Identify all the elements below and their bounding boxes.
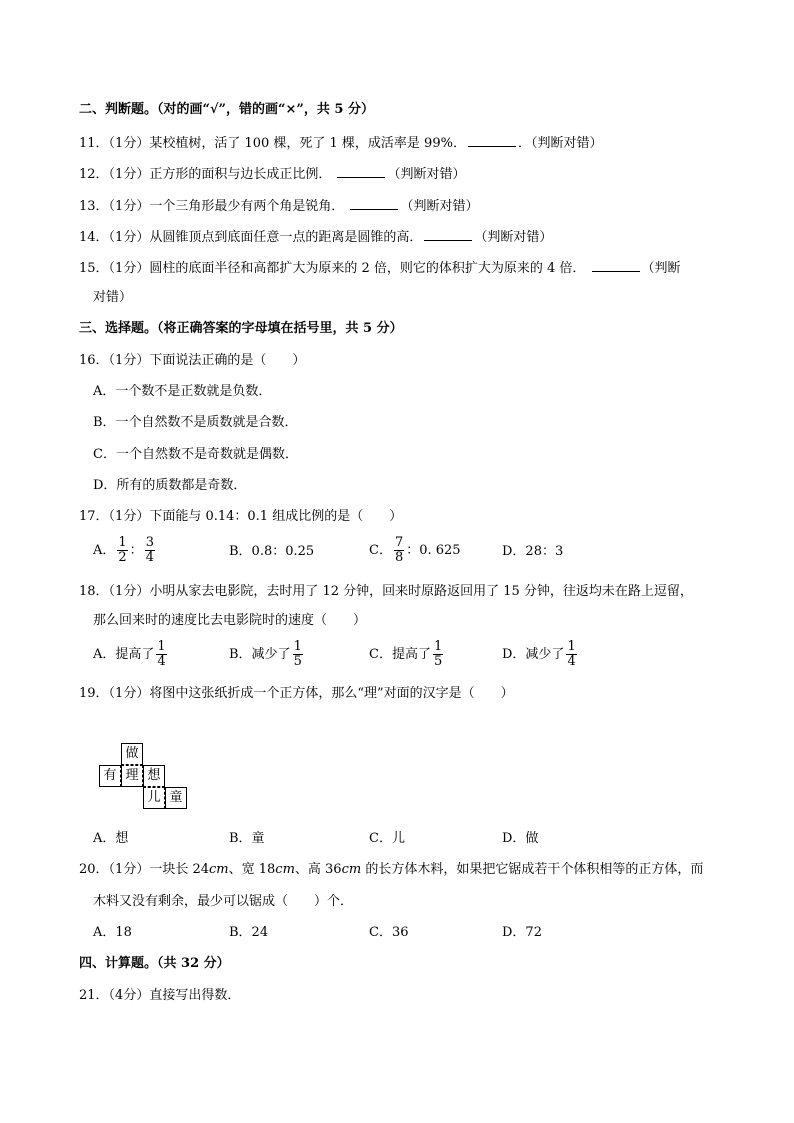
question-15	[79, 258, 681, 278]
unit-cm: cm	[341, 862, 362, 877]
question-19-option-d[interactable]: D．做	[502, 831, 539, 846]
question-17-option-c[interactable]	[369, 536, 461, 565]
question-18-option-b[interactable]	[229, 640, 305, 669]
question-17-option-a[interactable]	[93, 536, 157, 565]
fraction	[394, 536, 404, 565]
option-label: C．提高了	[369, 647, 431, 662]
question-17-option-d[interactable]: D．28：3	[502, 544, 564, 559]
question-18: 18．（1分）小明从家去电影院，去时用了 12 分钟，回来时原路返回用了 15 分钟，往返均未在路上逗留，	[79, 584, 693, 599]
option-label: C．	[369, 543, 392, 558]
option-label: A．	[93, 543, 116, 558]
numerator: 1	[567, 639, 576, 654]
net-cell-top: 做	[121, 743, 143, 765]
unit-cm: cm	[209, 862, 229, 877]
question-20-option-a[interactable]: A．18	[93, 925, 132, 940]
question-11-suffix: ．（判断对错）	[517, 136, 603, 151]
question-15-text: 15．（1分）圆柱的底面半径和高都扩大为原来的 2 倍，则它的体积扩大为原来的 4 倍．	[79, 261, 586, 276]
section-title-choice: 三、选择题。（将正确答案的字母填在括号里，共 5 分）	[79, 321, 403, 336]
question-20-part1: 20．（1分）一块长 24	[79, 862, 209, 877]
fraction	[117, 536, 127, 565]
section-title-judgement: 二、判断题。（对的画“√”，错的画“×”，共 5 分）	[79, 102, 374, 117]
answer-blank-13[interactable]	[350, 196, 398, 210]
answer-blank-15[interactable]	[592, 258, 640, 272]
question-18-option-c[interactable]	[369, 640, 445, 669]
fraction	[566, 640, 576, 669]
question-11-text: 11．（1分）某校植树，活了 100 棵，死了 1 棵，成活率是 99%．	[79, 136, 466, 151]
denominator: 4	[567, 654, 576, 669]
answer-blank-12[interactable]	[337, 164, 385, 178]
question-19-option-c[interactable]: C．儿	[369, 831, 405, 846]
net-cell-bottom-2: 童	[165, 787, 187, 809]
question-14-suffix: （判断对错）	[474, 230, 553, 245]
option-label: D．减少了	[502, 647, 565, 662]
numerator: 1	[293, 639, 302, 654]
question-18-line2: 那么回来时的速度比去电影院时的速度（ ）	[93, 613, 367, 628]
denominator: 5	[293, 654, 302, 669]
question-20-part3: 、高 36	[294, 862, 342, 877]
fraction	[145, 536, 155, 565]
denominator: 5	[433, 654, 443, 669]
ratio-colon: ：	[129, 543, 143, 558]
question-16-option-b[interactable]: B．一个自然数不是质数就是合数．	[93, 415, 298, 430]
net-cell-bottom-1: 儿	[143, 787, 165, 809]
question-14	[79, 227, 552, 247]
question-19-option-b[interactable]: B．童	[229, 831, 265, 846]
question-15-line2: 对错）	[93, 290, 133, 305]
numerator: 3	[145, 535, 154, 550]
question-18-option-a[interactable]	[93, 640, 169, 669]
question-20-option-d[interactable]: D．72	[502, 925, 542, 940]
question-12-text: 12．（1分）正方形的面积与边长成正比例．	[79, 167, 332, 182]
question-16-option-a[interactable]: A．一个数不是正数就是负数．	[93, 384, 272, 399]
denominator: 2	[118, 550, 127, 565]
denominator: 4	[145, 550, 154, 565]
section-title-calculation: 四、计算题。（共 32 分）	[79, 956, 230, 971]
numerator: 1	[433, 639, 443, 654]
numerator: 7	[394, 535, 404, 550]
fraction	[433, 640, 443, 669]
question-20-option-c[interactable]: C．36	[369, 925, 409, 940]
net-cell-middle: 理	[121, 765, 143, 787]
fraction	[156, 640, 166, 669]
question-20-part4: 的长方体木料，如果把它锯成若干个体积相等的正方体，而	[361, 862, 704, 877]
question-13-suffix: （判断对错）	[400, 199, 479, 214]
net-cell-left: 有	[99, 765, 121, 787]
question-19-option-a[interactable]: A．想	[93, 831, 129, 846]
answer-blank-11[interactable]	[468, 133, 516, 147]
question-16: 16．（1分）下面说法正确的是（ ）	[79, 353, 306, 368]
unit-cm: cm	[275, 862, 295, 877]
option-label: A．提高了	[93, 647, 155, 662]
question-15-suffix: （判断	[641, 261, 681, 276]
question-13-text: 13．（1分）一个三角形最少有两个角是锐角．	[79, 199, 345, 214]
question-20-option-b[interactable]: B．24	[229, 925, 269, 940]
question-20	[79, 861, 703, 879]
question-19: 19．（1分）将图中这张纸折成一个正方体，那么“理”对面的汉字是（ ）	[79, 686, 514, 701]
question-20-line2: 木料又没有剩余，最少可以锯成（ ）个．	[93, 894, 354, 909]
numerator: 1	[157, 639, 166, 654]
question-11	[79, 133, 602, 153]
question-20-part2: 、宽 18	[228, 862, 276, 877]
cube-net-diagram	[99, 743, 195, 818]
question-12-suffix: （判断对错）	[387, 167, 466, 182]
question-18-option-d[interactable]	[502, 640, 579, 669]
question-16-option-d[interactable]: D．所有的质数都是奇数．	[93, 478, 247, 493]
question-17-option-b[interactable]: B．0.8：0.25	[229, 544, 315, 559]
fraction	[293, 640, 303, 669]
question-17: 17．（1分）下面能与 0.14：0.1 组成比例的是（ ）	[79, 509, 403, 524]
option-label: B．减少了	[229, 647, 291, 662]
question-21: 21．（4分）直接写出得数．	[79, 988, 241, 1003]
answer-blank-14[interactable]	[424, 227, 472, 241]
denominator: 4	[157, 654, 166, 669]
option-rest: ：0. 625	[406, 543, 461, 558]
net-cell-right: 想	[143, 765, 165, 787]
denominator: 8	[394, 550, 404, 565]
question-16-option-c[interactable]: C．一个自然数不是奇数就是偶数．	[93, 447, 298, 462]
question-14-text: 14．（1分）从圆锥顶点到底面任意一点的距离是圆锥的高．	[79, 230, 423, 245]
question-12	[79, 164, 465, 184]
numerator: 1	[118, 535, 127, 550]
question-13	[79, 196, 478, 216]
